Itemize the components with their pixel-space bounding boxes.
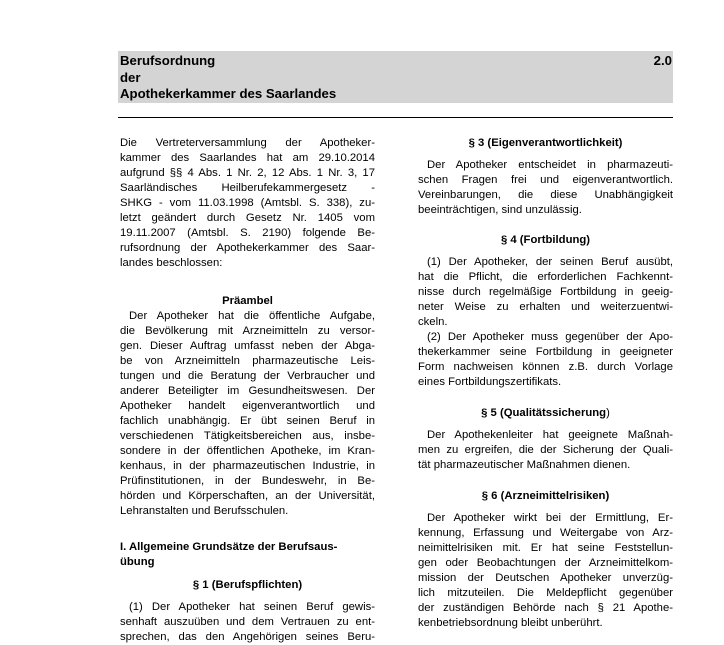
text-line: (2) Der Apotheker muss gegenüber der Apo-: [427, 331, 673, 343]
text-line: kenhaus, in der pharmazeutischen Industrie, in: [120, 460, 375, 472]
document-header: [118, 51, 673, 103]
text-line: landes beschlossen:: [120, 257, 223, 269]
text-line: (1) Der Apotheker, der seinen Beruf ausübt,: [427, 256, 673, 268]
intro-paragraph: [120, 136, 375, 271]
praeambel-paragraph: [120, 309, 375, 519]
left-column: [120, 136, 375, 645]
text-line: Der Apotheker wirkt bei der Ermittlung, Er-: [427, 512, 673, 524]
text-line: be von Arzneimitteln pharmazeutische Leis-: [120, 355, 375, 367]
text-line: Prüfinstitutionen, in der Bundeswehr, in Be-: [120, 475, 375, 487]
text-line: Die Vertreterversammlung der Apotheker-: [120, 137, 375, 149]
text-line: Vereinbarungen, die diese Unabhängigkeit: [418, 189, 673, 201]
paragraph-3-heading: § 3 (Eigenverantwortlichkeit): [468, 137, 623, 149]
text-line: Saarländisches Heilberufekammergesetz -: [120, 182, 375, 194]
paragraph-4-text: [418, 255, 673, 390]
text-line: eines Fortbildungszertifikats.: [418, 376, 562, 388]
paragraph-5-heading-paren: ): [606, 407, 610, 419]
paragraph-4-heading: § 4 (Fortbildung): [500, 234, 591, 246]
paragraph-3-text: [418, 158, 673, 218]
text-line: die Bevölkerung mit Arzneimitteln zu versor-: [120, 325, 375, 337]
paragraph-1-heading: § 1 (Berufspflichten): [192, 579, 303, 591]
text-line: fachlich unabhängig. Er übt seinen Beruf in: [120, 415, 375, 427]
text-line: (1) Der Apotheker hat seinen Beruf gewis-: [129, 601, 375, 613]
text-line: men zu ergreifen, die der Sicherung der Quali-: [418, 444, 673, 456]
text-line: Lehranstalten und Berufsschulen.: [120, 505, 289, 517]
text-line: ckeln.: [418, 316, 448, 328]
text-line: gen. Dieser Auftrag umfasst neben der Abga-: [120, 340, 375, 352]
text-line: Der Apotheker hat die öffentliche Aufgabe,: [129, 310, 375, 322]
text-line: thekerkammer seine Fortbildung in geeigneter: [418, 346, 673, 358]
section-heading: [120, 540, 375, 570]
text-line: kenbetriebsordnung bleibt unberührt.: [418, 617, 603, 629]
text-line: kammer des Saarlandes hat am 29.10.2014: [120, 152, 375, 164]
praeambel-heading: Präambel: [222, 295, 273, 307]
text-line: übung: [120, 556, 155, 568]
text-line: kennung, Erfassung und Weitergabe von Arz-: [418, 527, 673, 539]
document-title: Berufsordnung der Apothekerkammer des Saarlandes: [120, 53, 337, 102]
paragraph-5-heading: [418, 406, 673, 421]
text-line: I. Allgemeine Grundsätze der Berufsaus-: [120, 541, 338, 553]
text-line: SHKG - vom 11.03.1998 (Amtsbl. S. 338), zu-: [120, 197, 375, 209]
text-line: letzt geändert durch Gesetz Nr. 1405 vom: [120, 212, 375, 224]
text-line: sprechen, das den Angehörigen seines Beru-: [120, 631, 375, 643]
paragraph-6-text: [418, 511, 673, 631]
document-version: 2.0: [653, 53, 672, 68]
text-line: tät pharmazeutischer Maßnahmen dienen.: [418, 459, 631, 471]
text-line: 19.11.2007 (Amtsbl. S. 2190) folgende Be-: [120, 227, 375, 239]
text-line: aufgrund §§ 4 Abs. 1 Nr. 2, 12 Abs. 1 Nr. 3, 17: [120, 167, 375, 179]
text-line: tungen und die Beratung der Verbraucher und: [120, 370, 375, 382]
header-divider: [118, 117, 673, 118]
text-line: hat die Pflicht, die erforderlichen Fachkennt-: [418, 271, 673, 283]
text-line: sondere in der öffentlichen Apotheke, im Kran-: [120, 445, 375, 457]
text-line: neimittelrisiken mit. Er hat seine Feststellun-: [418, 542, 673, 554]
text-line: der zuständigen Behörde nach § 21 Apothe-: [418, 602, 673, 614]
paragraph-5-heading-text: § 5 (Qualitätssicherung: [481, 407, 607, 419]
text-line: neter Weise zu erhalten und weiterzuentwi-: [418, 301, 673, 313]
text-line: rufsordnung der Apothekerkammer des Saar-: [120, 242, 375, 254]
text-line: senhaft auszuüben und dem Vertrauen zu ent-: [120, 616, 375, 628]
text-line: Form nachweisen können z.B. durch Vorlage: [418, 361, 673, 373]
text-line: Apotheker handelt eigenverantwortlich und: [120, 400, 375, 412]
text-line: Der Apothekenleiter hat geeignete Maßnah-: [427, 429, 673, 441]
text-line: gen oder Beobachtungen der Arzneimittelkom-: [418, 557, 673, 569]
paragraph-5-text: [418, 428, 673, 473]
paragraph-1-text: [120, 600, 375, 645]
text-line: hörden und Körperschaften, an der Universität,: [120, 490, 375, 502]
text-line: mission der Deutschen Apotheker unverzüg-: [418, 572, 673, 584]
text-line: lich mitzuteilen. Die Meldepflicht gegenüber: [418, 587, 673, 599]
text-line: beeinträchtigen, sind unzulässig.: [418, 204, 582, 216]
text-line: anderer Beteiligter im Gesundheitswesen. Der: [120, 385, 375, 397]
text-line: Der Apotheker entscheidet in pharmazeuti-: [427, 159, 673, 171]
right-column: [418, 136, 673, 631]
text-line: schen Fragen frei und eigenverantwortlich.: [418, 174, 673, 186]
text-line: nisse durch regelmäßige Fortbildung in geeig-: [418, 286, 673, 298]
text-line: verschiedenen Tätigkeitsbereichen aus, insbe-: [120, 430, 375, 442]
paragraph-6-heading: § 6 (Arzneimittelrisiken): [481, 490, 610, 502]
